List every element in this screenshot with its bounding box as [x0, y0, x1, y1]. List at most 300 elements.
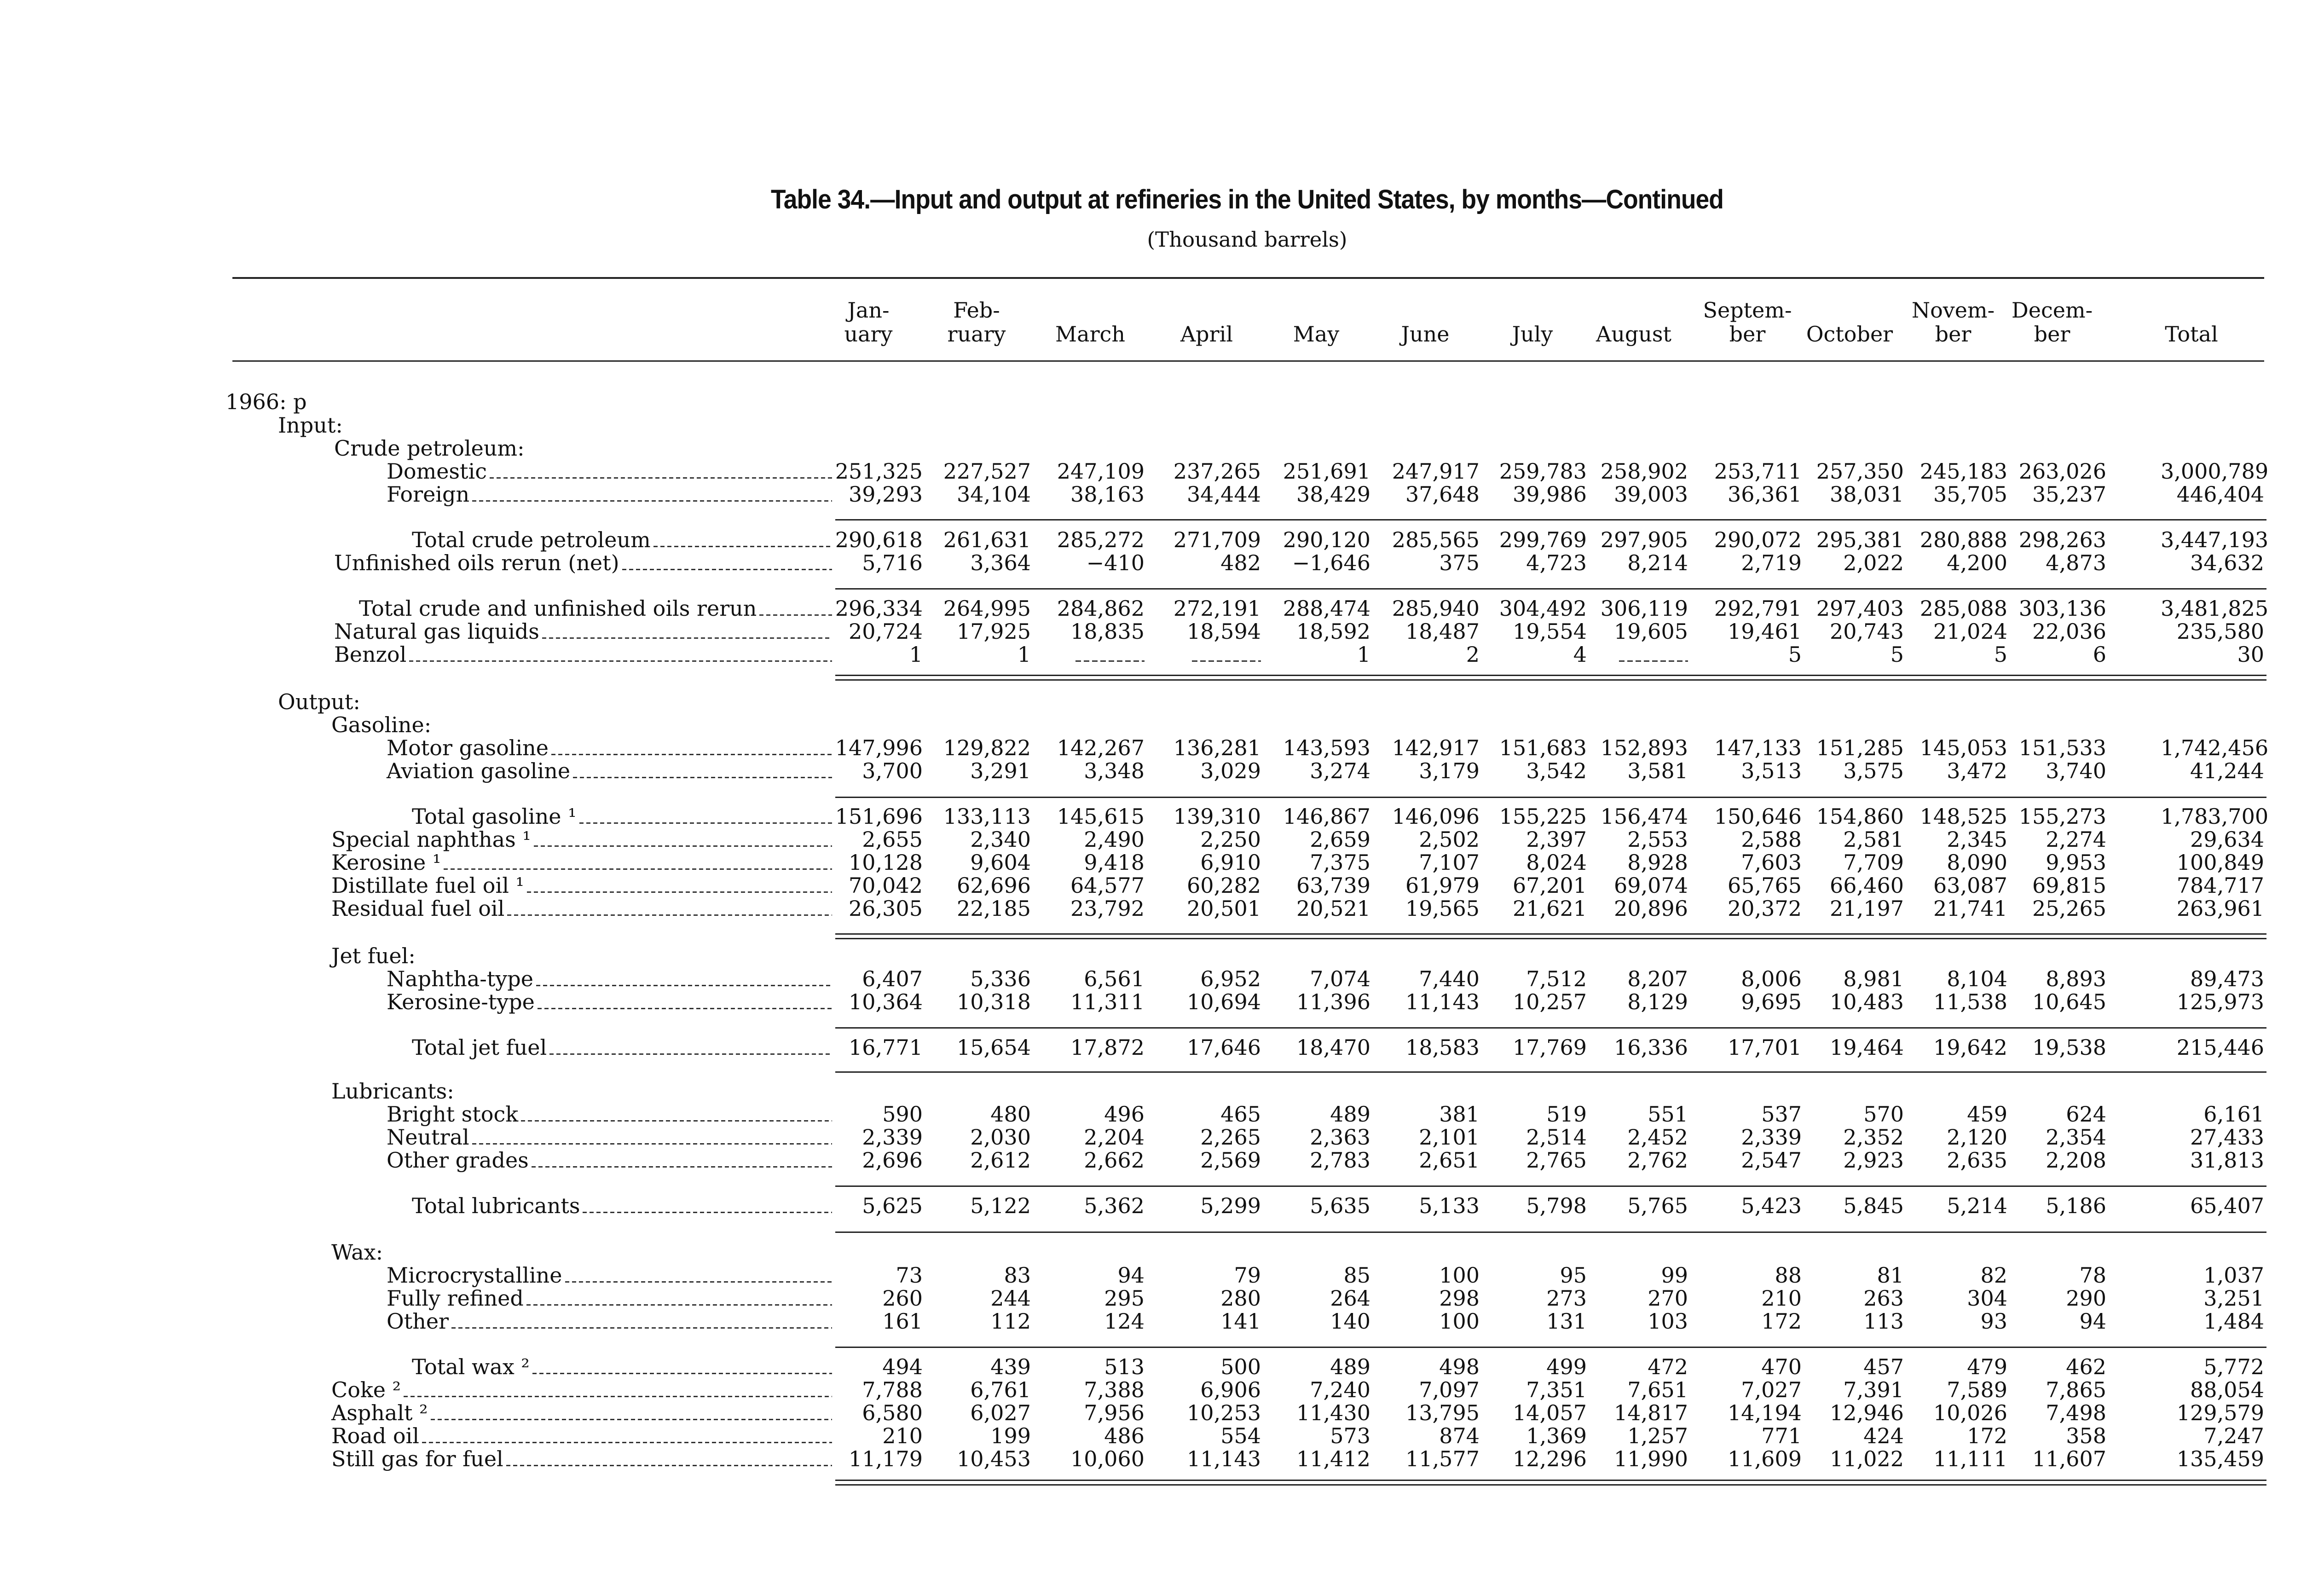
cell-value: 15,654 — [957, 1035, 1031, 1060]
cell-value: 146,096 — [1392, 804, 1480, 829]
cell-value: 156,474 — [1600, 804, 1688, 829]
cell-value: 260 — [882, 1286, 923, 1311]
cell-value: 1 — [909, 642, 923, 667]
dot-leader — [542, 637, 832, 639]
cell-value: 486 — [1104, 1423, 1145, 1448]
row-label: Special naphthas ¹ — [331, 827, 531, 852]
cell-value: 145,615 — [1057, 804, 1145, 829]
cell-value: 284,862 — [1057, 596, 1145, 621]
cell-value: 125,973 — [2176, 989, 2264, 1014]
cell-value: 7,074 — [1310, 966, 1370, 991]
cell-value: 10,128 — [849, 850, 923, 875]
cell-value: 2,345 — [1947, 827, 2007, 852]
cell-value: 100,849 — [2176, 850, 2264, 875]
cell-value: 2,635 — [1947, 1148, 2007, 1173]
cell-value: 148,525 — [1919, 804, 2007, 829]
cell-value: 20,521 — [1296, 896, 1370, 921]
cell-value: 19,642 — [1933, 1035, 2007, 1060]
cell-value: 34,104 — [957, 482, 1031, 507]
cell-value: 12,296 — [1513, 1446, 1587, 1471]
cell-value: 3,029 — [1200, 758, 1261, 783]
cell-value: 465 — [1220, 1102, 1261, 1127]
row-label: Naphtha-type — [387, 966, 533, 991]
cell-value: 7,027 — [1741, 1377, 1802, 1402]
row-label: Road oil — [331, 1423, 419, 1448]
dot-leader — [532, 1166, 832, 1168]
cell-value: 1,037 — [2203, 1263, 2264, 1288]
column-header: March — [1055, 322, 1125, 347]
dot-leader — [444, 868, 832, 870]
cell-value: 6,910 — [1200, 850, 1261, 875]
cell-value: 2,022 — [1843, 550, 1904, 575]
cell-value: 10,253 — [1187, 1400, 1261, 1425]
cell-value: 10,318 — [957, 989, 1031, 1014]
cell-value: 273 — [1546, 1286, 1587, 1311]
cell-value: 94 — [2079, 1309, 2106, 1334]
cell-value: 2,762 — [1627, 1148, 1688, 1173]
cell-value: 2,547 — [1741, 1148, 1802, 1173]
cell-value: 482 — [1220, 550, 1261, 575]
cell-value: 65,765 — [1728, 873, 1802, 898]
cell-value: 139,310 — [1173, 804, 1261, 829]
cell-value: 141 — [1220, 1309, 1261, 1334]
cell-value: 5,122 — [970, 1193, 1031, 1218]
column-header: Jan- uary — [844, 298, 893, 347]
cell-value: 147,996 — [835, 735, 923, 760]
cell-value: 5,336 — [970, 966, 1031, 991]
cell-value: 63,087 — [1933, 873, 2007, 898]
cell-value: 5 — [1788, 642, 1802, 667]
cell-value: 151,533 — [2018, 735, 2106, 760]
cell-value: 8,928 — [1627, 850, 1688, 875]
cell-value: 2,352 — [1843, 1125, 1904, 1150]
cell-value: 245,183 — [1919, 459, 2007, 484]
cell-value: 8,129 — [1627, 989, 1688, 1014]
cell-value: 7,865 — [2046, 1377, 2106, 1402]
cell-value: 11,990 — [1614, 1446, 1688, 1471]
cell-value: 38,163 — [1070, 482, 1145, 507]
cell-value: 210 — [1761, 1286, 1802, 1311]
cell-value: 3,481,825 — [2161, 596, 2269, 621]
cell-value: 129,579 — [2176, 1400, 2264, 1425]
cell-value: 83 — [1004, 1263, 1031, 1288]
dot-leader — [536, 985, 832, 986]
cell-value: 5,186 — [2046, 1193, 2106, 1218]
cell-value: 272,191 — [1173, 596, 1261, 621]
cell-value: 26,305 — [849, 896, 923, 921]
cell-value: 11,143 — [1187, 1446, 1261, 1471]
cell-value: 253,711 — [1714, 459, 1802, 484]
cell-value: 88 — [1775, 1263, 1802, 1288]
cell-value: 135,459 — [2176, 1446, 2264, 1471]
column-header: August — [1596, 322, 1671, 347]
cell-value: 472 — [1648, 1354, 1688, 1379]
cell-value: 38,031 — [1830, 482, 1904, 507]
cell-value: 2,783 — [1310, 1148, 1370, 1173]
cell-value: 5,133 — [1419, 1193, 1480, 1218]
empty-cell-dash — [1619, 660, 1688, 662]
cell-value: 5 — [1994, 642, 2007, 667]
cell-value: 8,006 — [1741, 966, 1802, 991]
row-label: Other grades — [387, 1148, 529, 1173]
cell-value: 8,090 — [1947, 850, 2007, 875]
total-rule — [835, 933, 2266, 939]
cell-value: 375 — [1439, 550, 1480, 575]
cell-value: 215,446 — [2176, 1035, 2264, 1060]
dot-leader — [451, 1327, 832, 1329]
cell-value: 8,207 — [1627, 966, 1688, 991]
cell-value: 259,783 — [1499, 459, 1587, 484]
cell-value: 22,185 — [957, 896, 1031, 921]
cell-value: 470 — [1761, 1354, 1802, 1379]
cell-value: 64,577 — [1070, 873, 1145, 898]
cell-value: 8,214 — [1627, 550, 1688, 575]
page-title: Table 34.—Input and output at refineries in the United States, by months—Continued — [771, 185, 1723, 214]
cell-value: 6,027 — [970, 1400, 1031, 1425]
cell-value: 494 — [882, 1354, 923, 1379]
cell-value: 500 — [1220, 1354, 1261, 1379]
cell-value: 11,111 — [1933, 1446, 2007, 1471]
cell-value: 270 — [1648, 1286, 1688, 1311]
cell-value: 21,741 — [1933, 896, 2007, 921]
cell-value: 2,659 — [1310, 827, 1370, 852]
row-label: Microcrystalline — [387, 1263, 562, 1288]
empty-cell-dash — [1075, 660, 1145, 662]
row-label: Foreign — [387, 482, 470, 507]
cell-value: 35,705 — [1933, 482, 2007, 507]
cell-value: 263,961 — [2176, 896, 2264, 921]
cell-value: 18,487 — [1405, 619, 1480, 644]
cell-value: 25,265 — [2032, 896, 2106, 921]
cell-value: 2,204 — [1084, 1125, 1145, 1150]
cell-value: 290,072 — [1714, 527, 1802, 552]
cell-value: 479 — [1967, 1354, 2007, 1379]
cell-value: 590 — [882, 1102, 923, 1127]
cell-value: 17,646 — [1187, 1035, 1261, 1060]
cell-value: 100 — [1439, 1263, 1480, 1288]
cell-value: 296,334 — [835, 596, 923, 621]
total-rule — [835, 1232, 2266, 1233]
cell-value: 258,902 — [1600, 459, 1688, 484]
cell-value: 489 — [1330, 1102, 1370, 1127]
cell-value: 3,251 — [2203, 1286, 2264, 1311]
cell-value: 292,791 — [1714, 596, 1802, 621]
cell-value: 31,813 — [2190, 1148, 2264, 1173]
cell-value: 67,201 — [1513, 873, 1587, 898]
dot-leader — [422, 1442, 832, 1443]
cell-value: 6,952 — [1200, 966, 1261, 991]
cell-value: 79 — [1234, 1263, 1261, 1288]
cell-value: 5,362 — [1084, 1193, 1145, 1218]
row-label: Total wax ² — [412, 1354, 530, 1379]
cell-value: 136,281 — [1173, 735, 1261, 760]
section-lubricants: Lubricants: — [331, 1079, 454, 1104]
row-label: Kerosine ¹ — [331, 850, 441, 875]
cell-value: 3,000,789 — [2161, 459, 2269, 484]
cell-value: 27,433 — [2190, 1125, 2264, 1150]
cell-value: 66,460 — [1830, 873, 1904, 898]
cell-value: 20,896 — [1614, 896, 1688, 921]
cell-value: 9,695 — [1741, 989, 1802, 1014]
cell-value: 570 — [1863, 1102, 1904, 1127]
row-label: Total gasoline ¹ — [412, 804, 577, 829]
section-output: Output: — [278, 689, 360, 714]
cell-value: 2,339 — [862, 1125, 923, 1150]
page-subtitle: (Thousand barrels) — [1147, 227, 1347, 252]
cell-value: 34,632 — [2190, 550, 2264, 575]
total-rule — [835, 588, 2266, 590]
cell-value: 112 — [990, 1309, 1031, 1334]
dot-leader — [532, 1373, 832, 1374]
cell-value: 11,311 — [1070, 989, 1145, 1014]
cell-value: 489 — [1330, 1354, 1370, 1379]
dot-leader — [622, 569, 832, 570]
cell-value: 7,512 — [1526, 966, 1587, 991]
cell-value: 247,917 — [1392, 459, 1480, 484]
dot-leader — [507, 914, 832, 916]
cell-value: 18,835 — [1070, 619, 1145, 644]
cell-value: 263 — [1863, 1286, 1904, 1311]
cell-value: 85 — [1343, 1263, 1370, 1288]
cell-value: 4,873 — [2046, 550, 2106, 575]
cell-value: 39,293 — [849, 482, 923, 507]
cell-value: 69,074 — [1614, 873, 1688, 898]
dot-leader — [565, 1281, 832, 1283]
column-header: Novem- ber — [1911, 298, 1995, 347]
cell-value: 18,594 — [1187, 619, 1261, 644]
cell-value: 20,372 — [1728, 896, 1802, 921]
cell-value: 4,723 — [1526, 550, 1587, 575]
section-crude: Crude petroleum: — [334, 436, 525, 461]
cell-value: 2,651 — [1419, 1148, 1480, 1173]
cell-value: 63,739 — [1296, 873, 1370, 898]
cell-value: 358 — [2066, 1423, 2106, 1448]
cell-value: 21,024 — [1933, 619, 2007, 644]
cell-value: 6,561 — [1084, 966, 1145, 991]
dot-leader — [404, 1396, 832, 1397]
dot-leader — [653, 546, 832, 547]
cell-value: 2,120 — [1947, 1125, 2007, 1150]
total-rule — [835, 675, 2266, 681]
header-top-rule — [232, 277, 2264, 279]
cell-value: 5,423 — [1741, 1193, 1802, 1218]
cell-value: 280 — [1220, 1286, 1261, 1311]
row-label: Other — [387, 1309, 449, 1334]
column-header: Decem- ber — [2011, 298, 2093, 347]
cell-value: 131 — [1546, 1309, 1587, 1334]
cell-value: 35,237 — [2032, 482, 2106, 507]
cell-value: 17,769 — [1513, 1035, 1587, 1060]
cell-value: 151,683 — [1499, 735, 1587, 760]
cell-value: 304 — [1967, 1286, 2007, 1311]
cell-value: 295 — [1104, 1286, 1145, 1311]
cell-value: 3,513 — [1741, 758, 1802, 783]
cell-value: 10,453 — [957, 1446, 1031, 1471]
cell-value: 499 — [1546, 1354, 1587, 1379]
cell-value: 11,022 — [1830, 1446, 1904, 1471]
cell-value: 2,490 — [1084, 827, 1145, 852]
cell-value: 8,893 — [2046, 966, 2106, 991]
cell-value: 73 — [896, 1263, 923, 1288]
cell-value: 78 — [2079, 1263, 2106, 1288]
cell-value: 143,593 — [1283, 735, 1370, 760]
cell-value: 10,060 — [1070, 1446, 1145, 1471]
cell-value: 155,225 — [1499, 804, 1587, 829]
cell-value: 3,581 — [1627, 758, 1688, 783]
cell-value: 7,709 — [1843, 850, 1904, 875]
cell-value: 210 — [882, 1423, 923, 1448]
cell-value: 2,030 — [970, 1125, 1031, 1150]
cell-value: 12,946 — [1830, 1400, 1904, 1425]
row-label: Distillate fuel oil ¹ — [331, 873, 524, 898]
cell-value: 2,101 — [1419, 1125, 1480, 1150]
cell-value: 152,893 — [1600, 735, 1688, 760]
cell-value: 5,798 — [1526, 1193, 1587, 1218]
cell-value: 264,995 — [943, 596, 1031, 621]
cell-value: 290,618 — [835, 527, 923, 552]
cell-value: 7,247 — [2203, 1423, 2264, 1448]
cell-value: 261,631 — [943, 527, 1031, 552]
cell-value: −1,646 — [1292, 550, 1370, 575]
cell-value: 5,845 — [1843, 1193, 1904, 1218]
cell-value: 280,888 — [1919, 527, 2007, 552]
cell-value: 2,923 — [1843, 1148, 1904, 1173]
row-label: Total crude and unfinished oils rerun — [359, 596, 757, 621]
cell-value: 3,542 — [1526, 758, 1587, 783]
cell-value: 297,905 — [1600, 527, 1688, 552]
cell-value: 8,024 — [1526, 850, 1587, 875]
total-rule — [835, 1027, 2266, 1029]
cell-value: 39,986 — [1513, 482, 1587, 507]
cell-value: 60,282 — [1187, 873, 1261, 898]
cell-value: 19,554 — [1513, 619, 1587, 644]
column-header: April — [1180, 322, 1233, 347]
dot-leader — [538, 1008, 832, 1009]
total-rule — [835, 1480, 2266, 1486]
cell-value: 2,569 — [1200, 1148, 1261, 1173]
cell-value: 227,527 — [943, 459, 1031, 484]
cell-value: 7,351 — [1526, 1377, 1587, 1402]
cell-value: 285,940 — [1392, 596, 1480, 621]
cell-value: 18,583 — [1405, 1035, 1480, 1060]
cell-value: 11,577 — [1405, 1446, 1480, 1471]
cell-value: 1 — [1357, 642, 1370, 667]
cell-value: 61,979 — [1405, 873, 1480, 898]
cell-value: 573 — [1330, 1423, 1370, 1448]
cell-value: 30 — [2237, 642, 2264, 667]
cell-value: 11,412 — [1296, 1446, 1370, 1471]
cell-value: 3,700 — [862, 758, 923, 783]
cell-value: 5,765 — [1627, 1193, 1688, 1218]
cell-value: 513 — [1104, 1354, 1145, 1379]
cell-value: 7,956 — [1084, 1400, 1145, 1425]
cell-value: 22,036 — [2032, 619, 2106, 644]
column-header: Total — [2165, 322, 2218, 347]
cell-value: 6,580 — [862, 1400, 923, 1425]
cell-value: 7,651 — [1627, 1377, 1688, 1402]
cell-value: 5,299 — [1200, 1193, 1261, 1218]
cell-value: 151,285 — [1816, 735, 1904, 760]
cell-value: 23,792 — [1070, 896, 1145, 921]
cell-value: 89,473 — [2190, 966, 2264, 991]
row-label: Unfinished oils rerun (net) — [334, 550, 619, 575]
cell-value: 11,179 — [849, 1446, 923, 1471]
cell-value: 496 — [1104, 1102, 1145, 1127]
cell-value: 94 — [1117, 1263, 1145, 1288]
cell-value: 9,418 — [1084, 850, 1145, 875]
cell-value: 2,696 — [862, 1148, 923, 1173]
cell-value: 172 — [1761, 1309, 1802, 1334]
cell-value: 62,696 — [957, 873, 1031, 898]
cell-value: 235,580 — [2176, 619, 2264, 644]
cell-value: 17,701 — [1728, 1035, 1802, 1060]
cell-value: 1,783,700 — [2161, 804, 2269, 829]
cell-value: 295,381 — [1816, 527, 1904, 552]
cell-value: 7,097 — [1419, 1377, 1480, 1402]
cell-value: 20,743 — [1830, 619, 1904, 644]
cell-value: 146,867 — [1283, 804, 1370, 829]
cell-value: 20,724 — [849, 619, 923, 644]
dot-leader — [583, 1212, 832, 1213]
cell-value: 8,981 — [1843, 966, 1904, 991]
cell-value: 247,109 — [1057, 459, 1145, 484]
cell-value: 1,257 — [1627, 1423, 1688, 1448]
row-label: Motor gasoline — [387, 735, 549, 760]
cell-value: 874 — [1439, 1423, 1480, 1448]
row-label: Neutral — [387, 1125, 469, 1150]
section-wax: Wax: — [331, 1240, 383, 1265]
row-label: Total jet fuel — [412, 1035, 547, 1060]
cell-value: 290,120 — [1283, 527, 1370, 552]
dot-leader — [551, 754, 832, 755]
cell-value: 4 — [1573, 642, 1587, 667]
cell-value: 6,407 — [862, 966, 923, 991]
cell-value: 7,388 — [1084, 1377, 1145, 1402]
cell-value: 142,917 — [1392, 735, 1480, 760]
cell-value: 11,607 — [2032, 1446, 2106, 1471]
cell-value: 19,605 — [1614, 619, 1688, 644]
cell-value: 37,648 — [1405, 482, 1480, 507]
cell-value: 1,742,456 — [2161, 735, 2269, 760]
row-label: Fully refined — [387, 1286, 524, 1311]
cell-value: 290 — [2066, 1286, 2106, 1311]
cell-value: 3,291 — [970, 758, 1031, 783]
empty-cell-dash — [1192, 660, 1261, 662]
cell-value: 18,470 — [1296, 1035, 1370, 1060]
cell-value: 298 — [1439, 1286, 1480, 1311]
cell-value: 29,634 — [2190, 827, 2264, 852]
cell-value: 771 — [1761, 1423, 1802, 1448]
cell-value: 100 — [1439, 1309, 1480, 1334]
cell-value: 2,612 — [970, 1148, 1031, 1173]
column-header: Septem- ber — [1703, 298, 1792, 347]
total-rule — [835, 1347, 2266, 1348]
cell-value: 10,694 — [1187, 989, 1261, 1014]
section-input: Input: — [278, 413, 343, 438]
cell-value: 3,348 — [1084, 758, 1145, 783]
total-rule — [835, 797, 2266, 798]
dot-leader — [534, 845, 832, 847]
column-header: Feb- ruary — [947, 298, 1006, 347]
cell-value: 7,391 — [1843, 1377, 1904, 1402]
cell-value: 2,363 — [1310, 1125, 1370, 1150]
cell-value: 2,553 — [1627, 827, 1688, 852]
cell-value: 19,464 — [1830, 1035, 1904, 1060]
row-label: Bright stock — [387, 1102, 519, 1127]
row-label: Residual fuel oil — [331, 896, 505, 921]
cell-value: 3,447,193 — [2161, 527, 2269, 552]
cell-value: 5 — [1890, 642, 1904, 667]
